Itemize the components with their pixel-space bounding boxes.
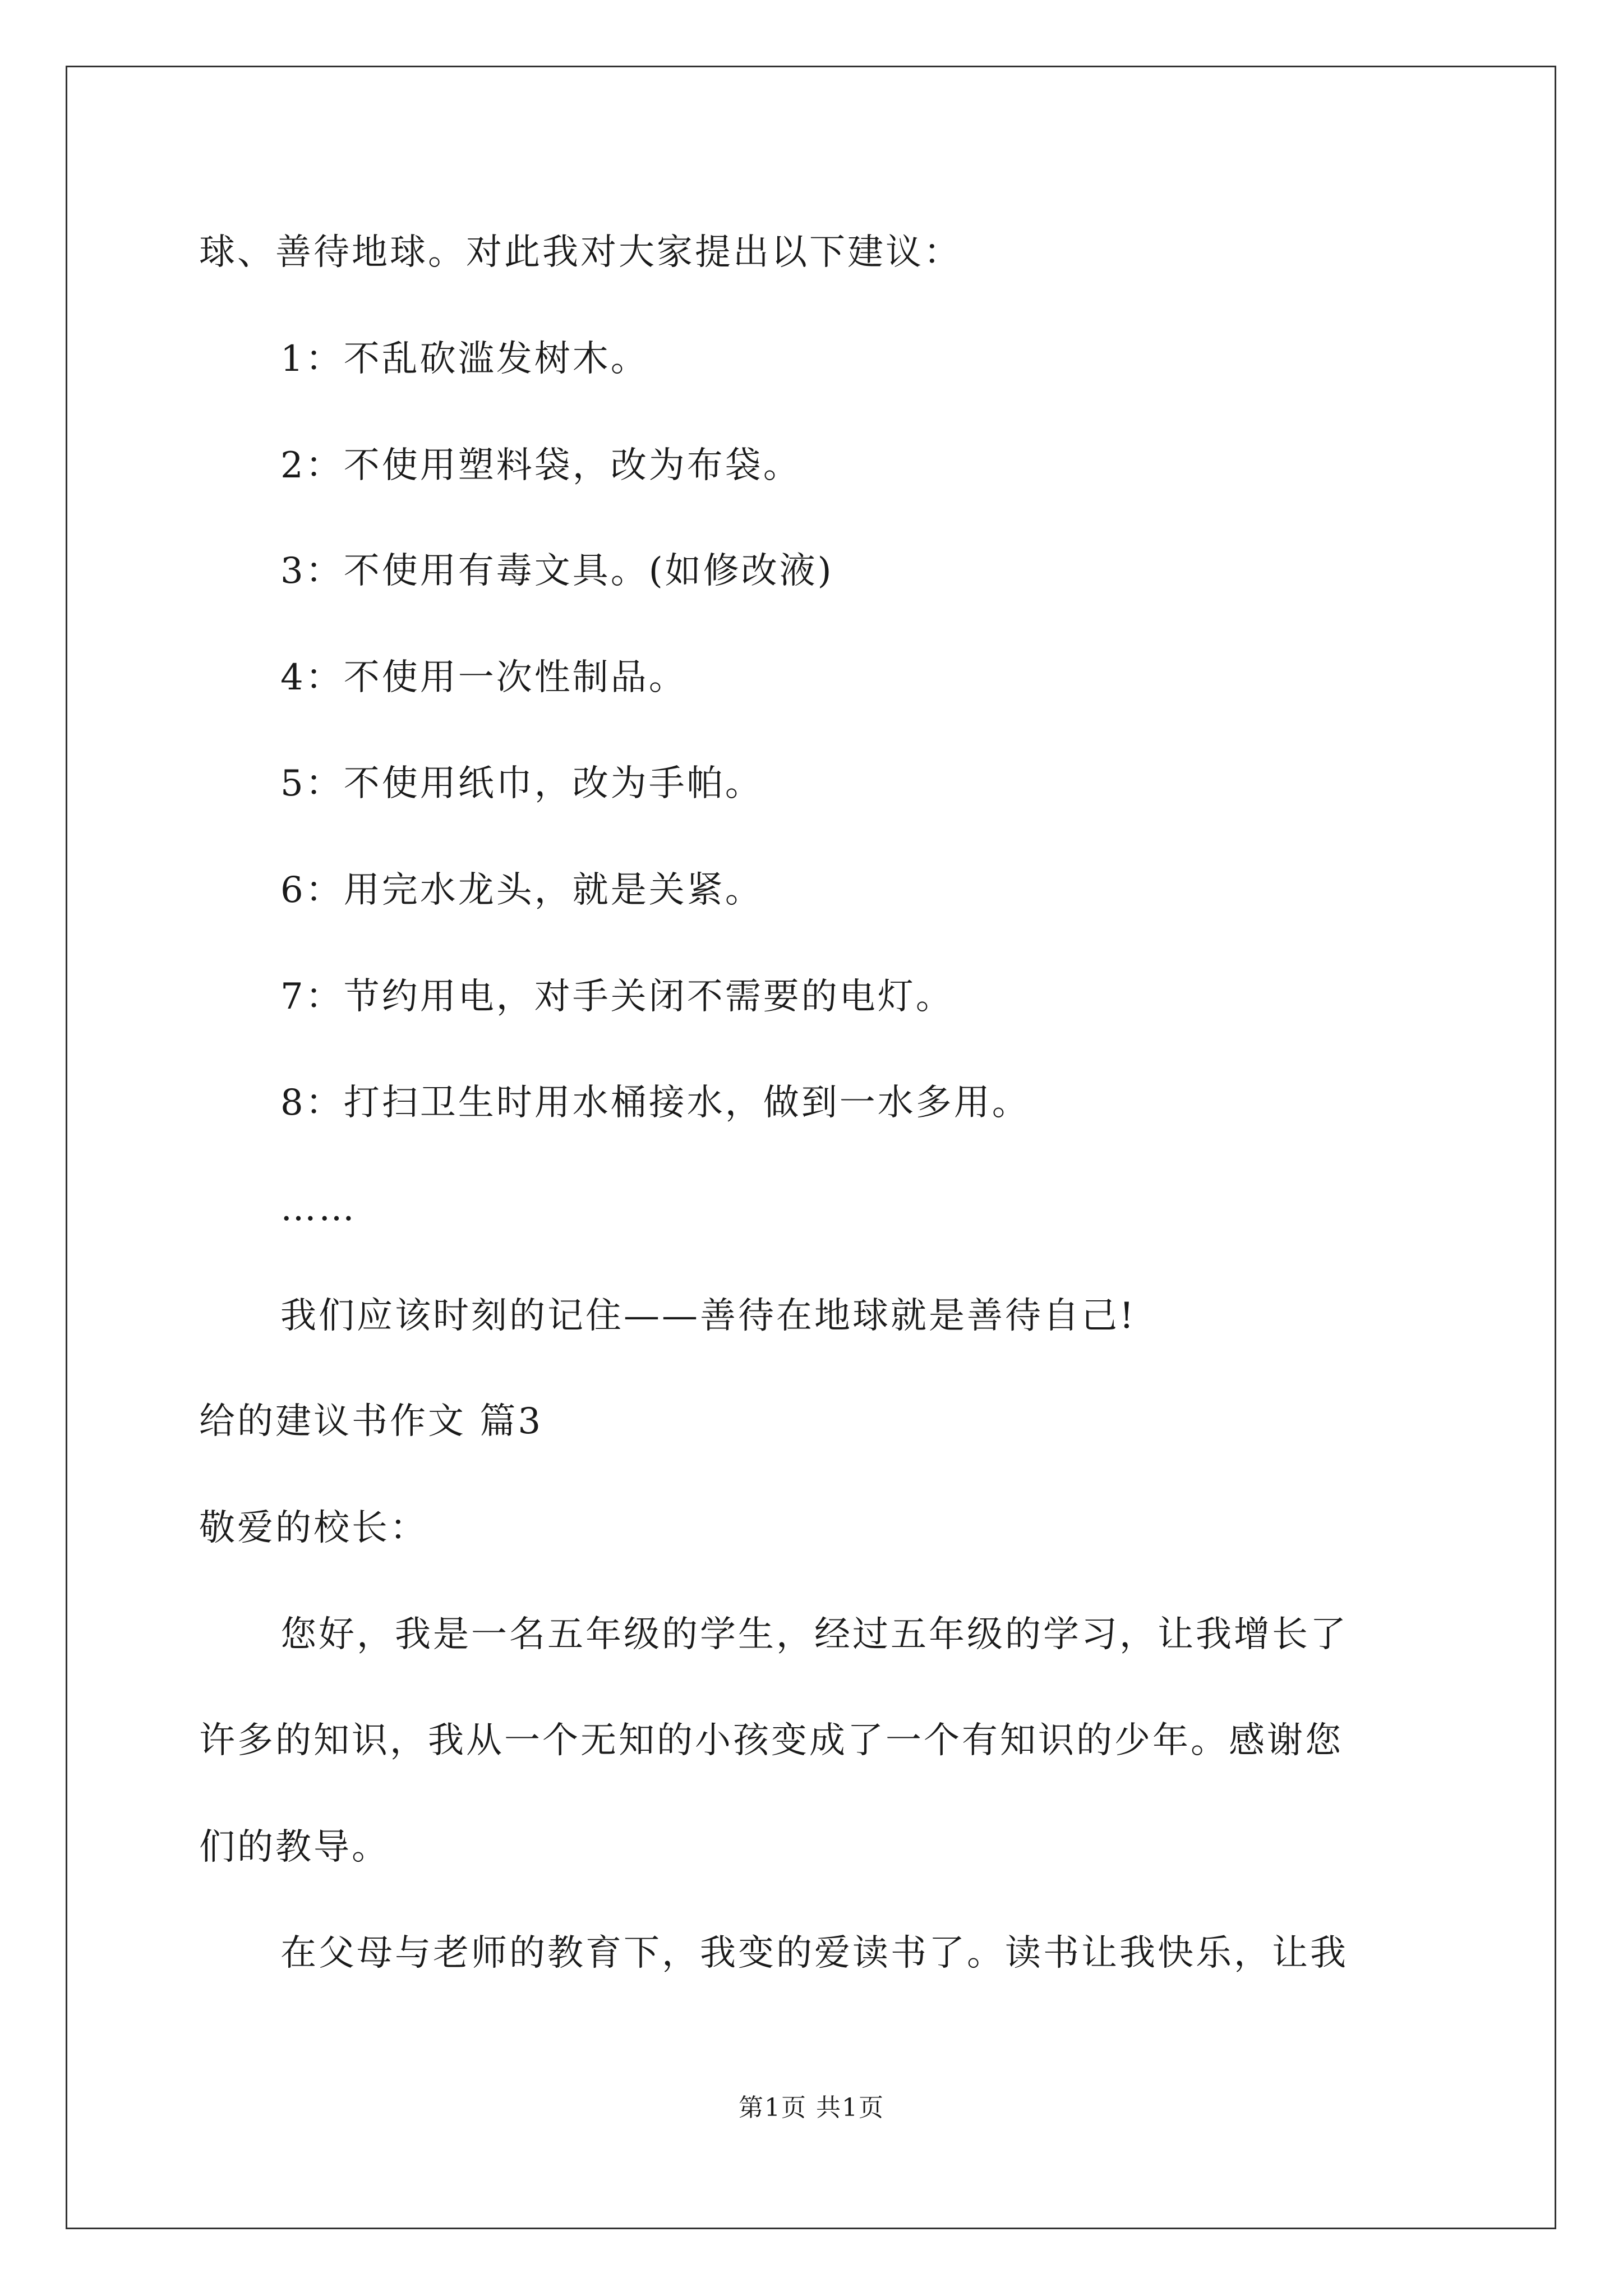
suggestion-item-6: 6：用完水龙头，就是关紧。	[280, 869, 763, 911]
suggestion-item-5: 5：不使用纸巾，改为手帕。	[280, 763, 763, 804]
suggestion-item-3: 3：不使用有毒文具。(如修改液)	[280, 550, 834, 592]
body-line-4: 在父母与老师的教育下，我变的爱读书了。读书让我快乐，让我	[280, 1932, 1348, 1974]
body-line-3: 们的教导。	[199, 1826, 390, 1868]
body-line-1: 您好，我是一名五年级的学生，经过五年级的学习，让我增长了	[280, 1614, 1348, 1655]
section-heading: 给的建议书作文 篇3	[199, 1401, 543, 1442]
suggestion-item-7: 7：节约用电，对手关闭不需要的电灯。	[280, 976, 954, 1018]
ellipsis-line: ……	[280, 1188, 357, 1229]
suggestion-item-8: 8：打扫卫生时用水桶接水，做到一水多用。	[280, 1082, 1030, 1124]
suggestion-item-4: 4：不使用一次性制品。	[280, 657, 687, 698]
closing-line: 我们应该时刻的记住——善待在地球就是善待自己!	[280, 1295, 1136, 1337]
suggestion-item-1: 1：不乱砍滥发树木。	[280, 338, 649, 380]
body-line-2: 许多的知识，我从一个无知的小孩变成了一个有知识的少年。感谢您	[199, 1720, 1343, 1761]
page-border	[66, 66, 1556, 2229]
paragraph-line-1: 球、善待地球。对此我对大家提出以下建议：	[199, 232, 962, 273]
salutation: 敬爱的校长：	[199, 1507, 428, 1549]
suggestion-item-2: 2：不使用塑料袋，改为布袋。	[280, 445, 801, 486]
page-number-footer: 第1页 共1页	[739, 2093, 884, 2122]
